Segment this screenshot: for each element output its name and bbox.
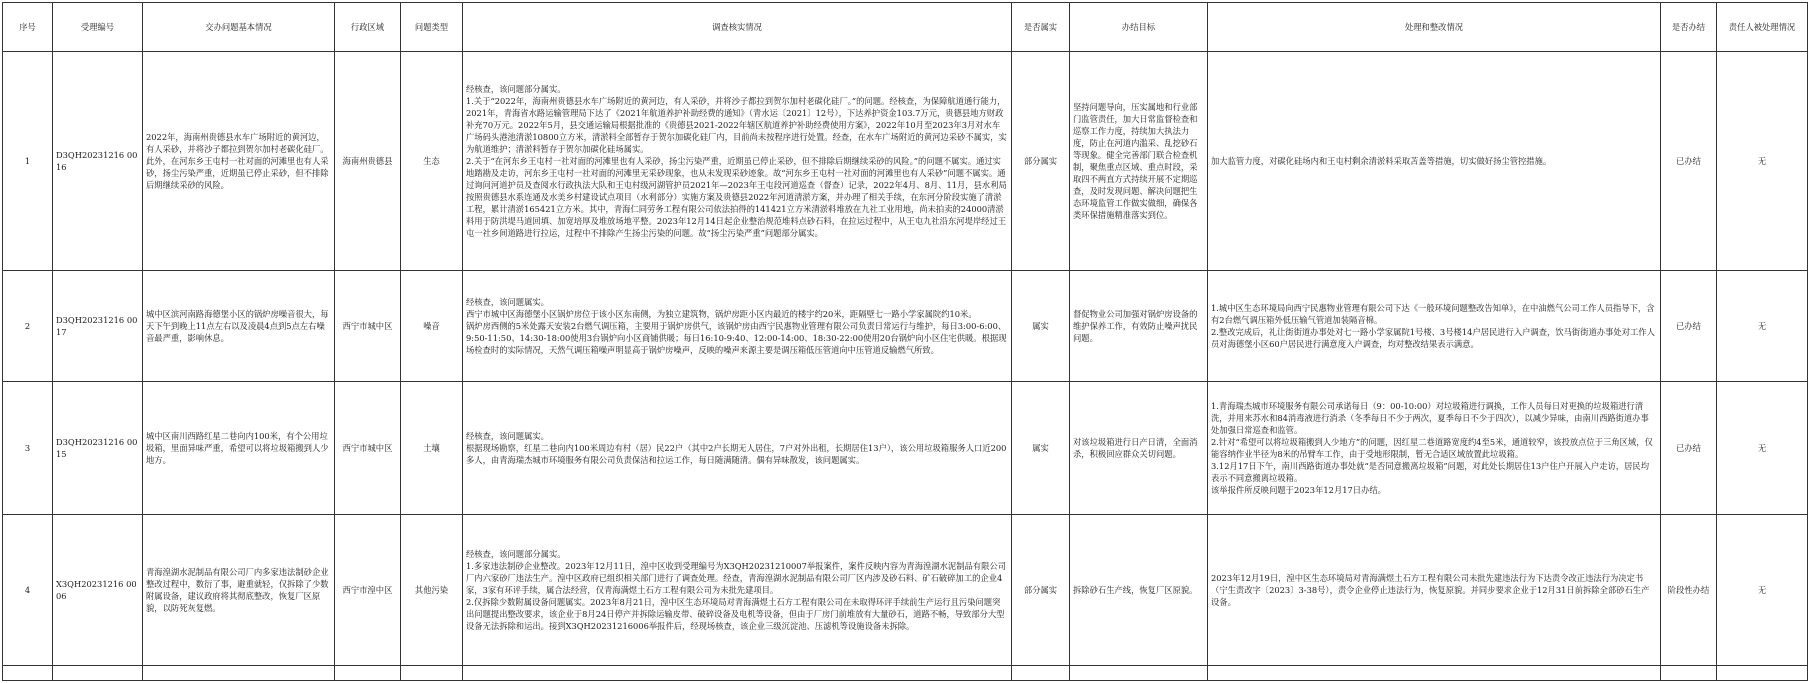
- handling-paragraph: 2023年12月19日，湟中区生态环境局对青海满煜土石方工程有限公司未批先建违法行为下达责令改正违法行为决定书（宁生责改字〔2023〕3-38号），责令企业停止违法行为，恢复原貌。并同步要求企业于12月31日前拆除全部砂石生产设备。: [1211, 573, 1650, 607]
- cell-basic: 城中区滨河南路海德堡小区的锅炉房噪音很大，每天下午到晚上11点左右以及凌晨4点到5点左右噪音最严重，影响休息。: [143, 271, 335, 382]
- cell-survey: [463, 52, 1012, 271]
- cell-truth: 部分属实: [1012, 52, 1070, 271]
- table-row: [3, 52, 1808, 271]
- cell-type: 生态: [401, 52, 463, 271]
- cell-seq: 3: [3, 382, 53, 515]
- cell-handling: [1208, 52, 1661, 271]
- header-person: 责任人被处理情况: [1717, 3, 1808, 52]
- table-row: [3, 515, 1808, 666]
- survey-paragraph: 2.关于“在河东乡王屯村一社对面的河滩里也有人采砂，扬尘污染严重，近期虽已停止采砂，但不排除后期继续采砂的风险。”的问题不属实。通过实地踏勘及走访，河东乡王屯村一社对面的河滩里无采砂现象，也从未发现采砂迹象。故“河东乡王屯村一社对面的河滩里也有人采砂”问题不属实。通过询问河道护员及查阅水行政执法大队和王屯村级河湖管护员2021年—2023年王屯段河道巡查（督查）记录，2022年4月、8月、11月，县水利局按照贵德县水系连通及水美乡村建设试点项目（水利部分）实施方案及贵德县2022年河道清淤方案，并办理了相关手续，在东河分阶段实施了清淤工程，累计清淤165421立方米。其中，青海仁同劳务工程有限公司依法拍得的141421立方米清淤料堆放在九社工业用地，尚未拍卖的24000清淤料用于防洪堤马道回填、加宽培厚及堆放场地平整。2023年12月14日起企业整治规范堆料点砂石料，在拉运过程中，从王屯九社沿东河堤岸经过王屯一社乡间道路进行拉运，过程中不排除产生扬尘污染的问题。故“扬尘污染严重”问题部分属实。: [466, 156, 1007, 238]
- cell-truth: 部分属实: [1012, 515, 1070, 666]
- cell-goal: 对该垃圾箱进行日产日清，全面消杀，积极回应群众关切问题。: [1070, 382, 1208, 515]
- survey-paragraph: 锅炉房西侧的5米处露天安装2台燃气调压箱，主要用于锅炉房供气，该锅炉房由西宁民惠物业管理有限公司负责日常运行与维护，每日3:00-6:00、9:50-11:50、14:30-18:00使用3台锅炉向小区商铺供暖；每日16:10-9:40、12:00-14:00、18:30-22:00使用20台锅炉向小区住宅供暖。根据现场检查时的实际情况，天然气调压箱噪声明显高于锅炉房噪声，反映的噪声来源主要是调压箱低压管道向中压管道反输燃气所致。: [466, 321, 1007, 355]
- header-seq: 序号: [3, 3, 53, 52]
- cell-survey: [463, 271, 1012, 382]
- handling-paragraph: 加大监管力度，对碳化硅场内和王屯村剩余清淤料采取苫盖等措施，切实做好扬尘管控措施。: [1211, 156, 1552, 166]
- cell-region: 西宁市城中区: [335, 382, 401, 515]
- cell-person: 无: [1717, 271, 1808, 382]
- cell-done: 已办结: [1661, 271, 1717, 382]
- survey-paragraph: 经核查，该问题属实。: [466, 431, 549, 441]
- survey-paragraph: 西宁市城中区海德堡小区锅炉房位于该小区东南侧，为独立建筑物，锅炉房距小区内最近的楼宇约20米，距隔壁七一路小学家属院约10米。: [466, 309, 977, 319]
- case-table: [2, 2, 1808, 681]
- cell-done: 阶段性办结: [1661, 515, 1717, 666]
- cell-survey: [463, 515, 1012, 666]
- header-survey: 调查核实情况: [463, 3, 1012, 52]
- cell-goal: 拆除砂石生产线，恢复厂区原貌。: [1070, 515, 1208, 666]
- handling-paragraph: 2.针对“希望可以将垃圾箱搬到人少地方”的问题，因红星二巷道路宽度约4至5米，通道较窄，该投放点位于三角区域，仅能容纳作业半径为8米的吊臂车工作，由于受地形限制，暂无合适区域放置此垃圾箱。: [1211, 437, 1653, 459]
- cell-done: 已办结: [1661, 382, 1717, 515]
- cell-id: X3QH20231216 0006: [53, 515, 143, 666]
- survey-paragraph: 经核查，该问题属实。: [466, 297, 549, 307]
- cell-id: D3QH20231216 0016: [53, 52, 143, 271]
- cell-region: 海南州贵德县: [335, 52, 401, 271]
- survey-paragraph: 经核查，该问题部分属实。: [466, 549, 566, 559]
- cell-handling: [1208, 271, 1661, 382]
- survey-paragraph: 1.多家违法制砂企业整改。2023年12月11日，湟中区收到受理编号为X3QH20231210007举报案件，案件反映内容为青海湟湖水泥制品有限公司厂内六家砂厂违法生产。湟中区政府已组织相关部门进行了调查处理。经查，青海湟湖水泥制品有限公司厂区内涉及砂石料、矿石破碎加工的企业4家，3家有环评手续，属合法经营，仅青海满煜土石方工程有限公司为未批先建项目。: [466, 561, 1006, 595]
- cell-region: 西宁市城中区: [335, 271, 401, 382]
- header-done: 是否办结: [1661, 3, 1717, 52]
- cell-goal: 督促物业公司加强对锅炉房设备的维护保养工作，有效防止噪声扰民问题。: [1070, 271, 1208, 382]
- cell-basic: 2022年，海南州贵德县水车广场附近的黄河边，有人采砂，并将沙子都拉到贺尔加村老碳化硅厂。此外，在河东乡王屯村一社对面的河滩里也有人采砂，扬尘污染严重，近期虽已停止采砂，但不排除后期继续采砂的风险。: [143, 52, 335, 271]
- cell-id: D3QH20231216 0015: [53, 382, 143, 515]
- cell-seq: 4: [3, 515, 53, 666]
- cell-basic: 青海湟湖水泥制品有限公司厂内多家违法制砂企业整改过程中，数衍了事，避重就轻，仅拆除了少数附属设备，建议政府将其彻底整改，恢复厂区原貌，以防死灰复燃。: [143, 515, 335, 666]
- cell-truth: 属实: [1012, 382, 1070, 515]
- cell-type: 土壤: [401, 382, 463, 515]
- cell-id: D3QH20231216 0017: [53, 271, 143, 382]
- cell-seq: 2: [3, 271, 53, 382]
- cell-handling: [1208, 382, 1661, 515]
- survey-paragraph: 根据现场勘察，红星二巷向内100米周边有村（居）民22户（其中2户长期无人居住，7户对外出租，长期居住13户），该公用垃圾箱服务人口近200多人，由青海瑞杰城市环境服务有限公司负责保洁和拉运工作，每日随满随清。偶有异味散发，该问题属实。: [466, 443, 1007, 465]
- cell-person: 无: [1717, 52, 1808, 271]
- table-row-continued: [3, 666, 1808, 681]
- cell-truth: 属实: [1012, 271, 1070, 382]
- header-region: 行政区域: [335, 3, 401, 52]
- cell-person: 无: [1717, 515, 1808, 666]
- header-type: 问题类型: [401, 3, 463, 52]
- handling-paragraph: 1.青海瑞杰城市环境服务有限公司承诺每日（9：00-10:00）对垃圾箱进行调换，工作人员每日对更换的垃圾箱进行清洗，并用来苏水和84消毒液进行消杀（冬季每日不少于两次，夏季每日不少于四次），以减少异味，由南川西路街道办事处加强日常巡查和监管。: [1211, 401, 1649, 435]
- handling-paragraph: 2.整改完成后，礼让街街道办事处对七一路小学家属院1号楼、3号楼14户居民进行入户调查，饮马街街道办事处对工作人员对海德堡小区60户居民进行满意度入户调查，均对整改结果表示满意。: [1211, 327, 1655, 349]
- table-row: [3, 271, 1808, 382]
- survey-paragraph: 1.关于“2022年，海南州贵德县水车广场附近的黄河边，有人采砂，并将沙子都拉到贺尔加村老碳化硅厂。”的问题。经核查，为保障航道通行能力，2021年，青海省水路运输管理局下达了《2021年航道养护补助经费的通知》（青水运〔2021〕12号），下达养护资金103.7万元，贵德县地方财政补充70万元。2022年5月，县交通运输局根据批准的《贵德县2021-2022年辖区航道养护补助经费使用方案》，2022年10月至2023年3月对水车广场码头港池清淤10800立方米，清淤料全部暂存于贺尔加碳化硅厂内，目前尚未按程序进行处置。经查，在水车广场附近的黄河边采砂不属实，实为航道维护；清淤料暂存于贺尔加碳化硅场属实。: [466, 96, 1007, 154]
- header-goal: 办结目标: [1070, 3, 1208, 52]
- cell-type: 噪音: [401, 271, 463, 382]
- cell-survey: [463, 382, 1012, 515]
- header-basic: 交办问题基本情况: [143, 3, 335, 52]
- cell-handling: [1208, 515, 1661, 666]
- header-truth: 是否属实: [1012, 3, 1070, 52]
- cell-seq: 1: [3, 52, 53, 271]
- header-handling: 处理和整改情况: [1208, 3, 1661, 52]
- cell-done: 已办结: [1661, 52, 1717, 271]
- cell-goal: 坚持问题导向，压实属地和行业部门监管责任，加大日常监督检查和巡察工作力度，持续加大执法力度，防止在河道内滥采、乱挖砂石等现象。健全完善部门联合检查机制，聚焦重点区域、重点时段，采取四不两直方式持续开展不定期巡查，及时发现问题、解决问题把生态环境监管工作做实做细，确保各类环保措施精准落实到位。: [1070, 52, 1208, 271]
- survey-paragraph: 经核查，该问题部分属实。: [466, 84, 566, 94]
- handling-paragraph: 1.城中区生态环境局向西宁民惠物业管理有限公司下达《一般环境问题整改告知单》，在中油燃气公司工作人员指导下，含有2台燃气调压箱外低压输气管道加装隔音棉。: [1211, 303, 1655, 325]
- handling-paragraph: 该举报件所反映问题于2023年12月17日办结。: [1211, 485, 1386, 495]
- table-row: [3, 382, 1808, 515]
- cell-type: 其他污染: [401, 515, 463, 666]
- cell-basic: 城中区南川西路红星二巷向内100米，有个公用垃圾箱，里面异味严重，希望可以将垃圾箱搬到人少地方。: [143, 382, 335, 515]
- cell-region: 西宁市湟中区: [335, 515, 401, 666]
- header-id: 受理编号: [53, 3, 143, 52]
- survey-paragraph: 2.仅拆除少数附属设备问题属实。2023年8月21日，湟中区生态环境局对青海满煜土石方工程有限公司在未取得环评手续前生产运行且污染问题突出问题提出整改要求，该企业于8月24日停产并拆除运输皮带、破碎设备及电机等设备，但由于厂房门前堆放有大量砂石，道路不畅，导致部分大型设备无法拆除和运出。接到X3QH20231216006举报件后，经现场核查，该企业三级沉淀池、压滤机等设施设备未拆除。: [466, 597, 1005, 631]
- handling-paragraph: 3.12月17日下午，南川西路街道办事处就“是否同意搬离垃圾箱”问题，对此处长期居住13户住户开展入户走访，居民均表示不同意搬离垃圾箱。: [1211, 461, 1650, 483]
- header-row: [3, 3, 1808, 52]
- cell-person: 无: [1717, 382, 1808, 515]
